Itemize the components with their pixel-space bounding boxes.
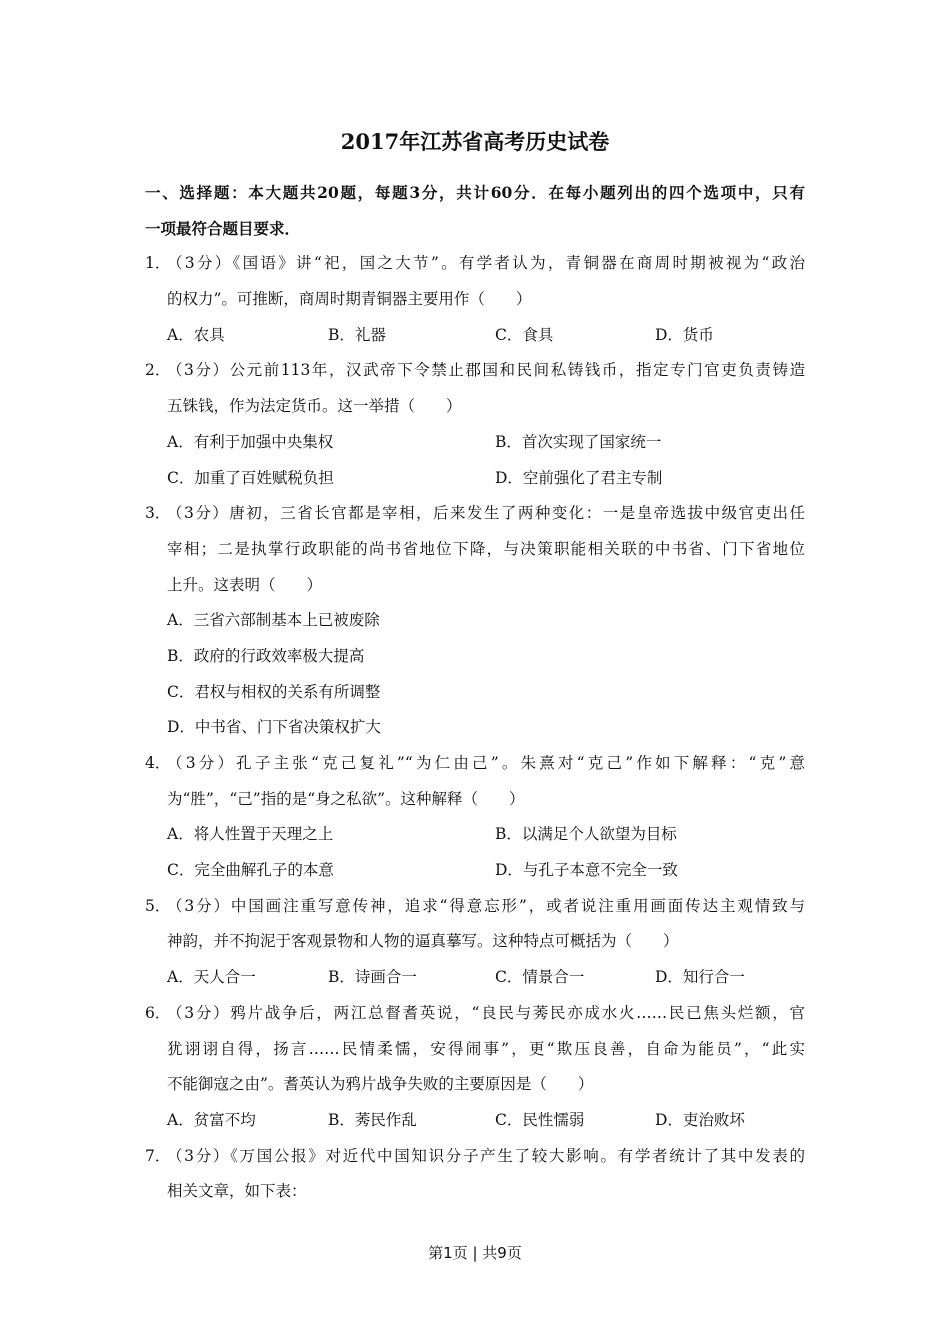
question-stem-line: 为“胜”，“己”指的是“身之私欲”。这种解释（ ） — [167, 789, 525, 808]
question-text: （3分）公元前113年，汉武帝下令禁止郡国和民间私铸钱币，指定专门官吏负责铸造 — [167, 361, 805, 380]
question-stem-line: 不能御寇之由”。耆英认为鸦片战争失败的主要原因是（ ） — [167, 1075, 594, 1094]
question-stem-line: 上升。这表明（ ） — [167, 575, 323, 594]
section-header-line: 一项最符合题目要求． — [145, 218, 301, 238]
answer-option[interactable]: C．加重了百姓赋税负担 — [167, 468, 334, 487]
page-footer: 第1页 | 共9页 — [428, 1244, 522, 1262]
question-text: （3分）《万国公报》对近代中国知识分子产生了较大影响。有学者统计了其中发表的 — [167, 1146, 805, 1165]
question-number: 1． — [145, 254, 171, 273]
answer-option[interactable]: D．空前强化了君主专制 — [495, 468, 663, 487]
answer-option[interactable]: C．民性懦弱 — [495, 1110, 585, 1129]
question-text: （3分）孔子主张“克己复礼”“为仁由己”。朱熹对“克己”作如下解释：“克”意 — [167, 754, 805, 772]
question-stem-line: 五铢钱，作为法定货币。这一举措（ ） — [167, 397, 462, 416]
answer-option[interactable]: D．货币 — [655, 325, 714, 344]
question-stem-line: 犹诩诩自得，扬言……民情柔懦，安得闹事”，更“欺压良善，自命为能员”，“此实 — [167, 1039, 805, 1058]
answer-option[interactable]: B．诗画合一 — [328, 968, 417, 987]
exam-content — [145, 175, 805, 1210]
answer-option[interactable]: B．首次实现了国家统一 — [495, 432, 662, 451]
question-text: （3分）唐初，三省长官都是宰相，后来发生了两种变化：一是皇帝选拔中级官吏出任 — [167, 504, 805, 523]
question-stem-line — [145, 996, 805, 1032]
question-text: （3分）中国画注重写意传神，追求“得意忘形”，或者说注重用画面传达主观情致与 — [167, 896, 805, 915]
question-stem-line — [145, 1139, 805, 1175]
options-row — [145, 710, 805, 746]
options-row — [145, 461, 805, 497]
question-stem-line: 神韵，并不拘泥于客观景物和人物的逼真摹写。这种特点可概括为（ ） — [167, 932, 679, 951]
question-stem-line — [145, 746, 805, 782]
question-stem-line — [145, 889, 805, 925]
question-text: （3分）《国语》讲“祀，国之大节”。有学者认为，青铜器在商周时期被视为“政治 — [167, 254, 805, 273]
answer-option[interactable]: B．以满足个人欲望为目标 — [495, 825, 677, 844]
question-stem-line — [145, 246, 805, 282]
answer-option[interactable]: D．中书省、门下省决策权扩大 — [167, 718, 381, 737]
answer-option[interactable]: A．贫富不均 — [167, 1110, 256, 1129]
options-row — [145, 675, 805, 711]
answer-option[interactable]: B．礼器 — [328, 325, 386, 344]
answer-option[interactable]: C．完全曲解孔子的本意 — [167, 861, 334, 880]
answer-option[interactable]: B．政府的行政效率极大提高 — [167, 646, 365, 665]
question-stem-line: 的权力”。可推断，商周时期青铜器主要用作（ ） — [167, 290, 532, 309]
question-stem-line: 宰相；二是执掌行政职能的尚书省地位下降，与决策职能相关联的中书省、门下省地位 — [167, 539, 805, 558]
options-row — [145, 425, 805, 461]
page-title: 2017年江苏省高考历史试卷 — [340, 129, 610, 154]
answer-option[interactable]: C．君权与相权的关系有所调整 — [167, 682, 381, 701]
options-row — [145, 318, 805, 354]
answer-option[interactable]: C．食具 — [495, 325, 554, 344]
options-row — [145, 639, 805, 675]
answer-option[interactable]: A．农具 — [167, 325, 225, 344]
question-number: 3． — [145, 504, 171, 523]
question-stem-line: 相关文章，如下表： — [167, 1182, 307, 1201]
answer-option[interactable]: A．三省六部制基本上已被废除 — [167, 611, 380, 630]
question-text: （3分）鸦片战争后，两江总督耆英说，“良民与莠民亦成水火……民已焦头烂额，官 — [167, 1003, 805, 1022]
answer-option[interactable]: A．天人合一 — [167, 968, 256, 987]
answer-option[interactable]: D．与孔子本意不完全一致 — [495, 861, 678, 880]
question-stem-line — [145, 353, 805, 389]
question-number: 4． — [145, 754, 171, 772]
question-number: 7． — [145, 1146, 171, 1165]
options-row — [145, 853, 805, 889]
answer-option[interactable]: C．情景合一 — [495, 968, 585, 987]
answer-option[interactable]: B．莠民作乱 — [328, 1110, 417, 1129]
question-stem-line — [145, 496, 805, 532]
answer-option[interactable]: A．将人性置于天理之上 — [167, 825, 334, 844]
options-row — [145, 817, 805, 853]
answer-option[interactable]: A．有利于加强中央集权 — [167, 432, 334, 451]
options-row — [145, 603, 805, 639]
section-header-line: 一、选择题：本大题共20题，每题3分，共计60分．在每小题列出的四个选项中，只有 — [145, 183, 805, 202]
question-number: 5． — [145, 896, 171, 915]
answer-option[interactable]: D．知行合一 — [655, 968, 745, 987]
question-number: 6． — [145, 1003, 171, 1022]
options-row — [145, 1103, 805, 1139]
question-number: 2． — [145, 361, 171, 380]
answer-option[interactable]: D．吏治败坏 — [655, 1110, 745, 1129]
options-row — [145, 960, 805, 996]
